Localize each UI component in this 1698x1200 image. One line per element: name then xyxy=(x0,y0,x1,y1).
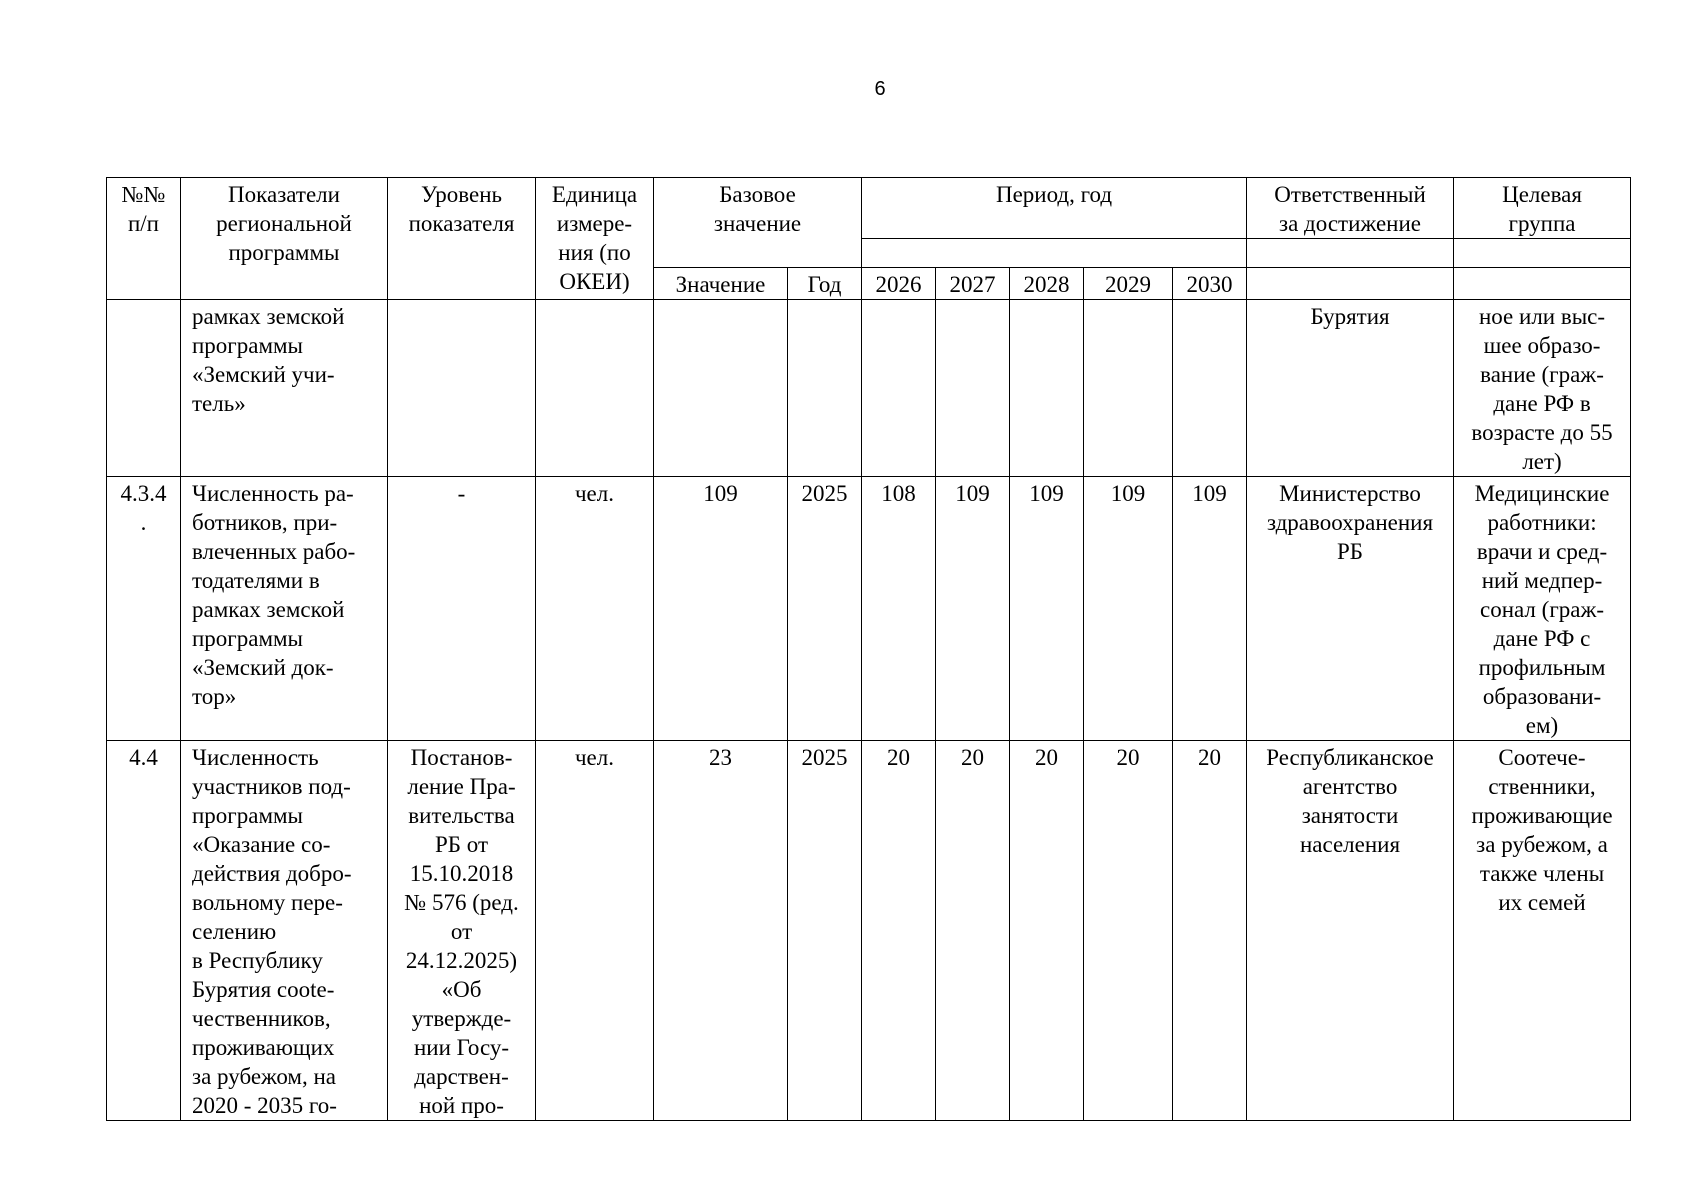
header-unit: Единица измере- ния (по ОКЕИ) xyxy=(536,178,654,300)
header-year-2030: 2030 xyxy=(1173,268,1247,300)
page-number: 6 xyxy=(874,78,886,100)
header-level: Уровень показателя xyxy=(388,178,536,300)
row-value-2026: 108 xyxy=(862,477,936,741)
header-year-2026: 2026 xyxy=(862,268,936,300)
header-num: №№ п/п xyxy=(107,178,181,300)
row-level: - xyxy=(388,477,536,741)
header-period: Период, год xyxy=(862,178,1247,239)
row-value-2028: 109 xyxy=(1010,477,1084,741)
row-base-value: 23 xyxy=(654,741,788,1121)
header-row xyxy=(107,178,1631,239)
row-value-2028 xyxy=(1010,300,1084,477)
row-value-2026 xyxy=(862,300,936,477)
row-value-2027: 20 xyxy=(936,741,1010,1121)
row-base-year: 2025 xyxy=(788,477,862,741)
row-value-2027: 109 xyxy=(936,477,1010,741)
header-responsible-blank xyxy=(1247,268,1454,300)
header-indicators: Показатели региональной программы xyxy=(181,178,388,300)
header-base: Базовое значение xyxy=(654,178,862,268)
row-value-2030 xyxy=(1173,300,1247,477)
row-unit xyxy=(536,300,654,477)
header-period-spacer xyxy=(862,239,1247,268)
row-responsible: Министерство здравоохранения РБ xyxy=(1247,477,1454,741)
row-base-year: 2025 xyxy=(788,741,862,1121)
row-value-2030: 109 xyxy=(1173,477,1247,741)
header-year: Год xyxy=(788,268,862,300)
row-num: 4.3.4 . xyxy=(107,477,181,741)
row-target: Медицинские работники: врачи и сред- ний медпер- сонал (граж- дане РФ с профильным образовани- ем) xyxy=(1454,477,1631,741)
row-target: Соотече- ственники, проживающие за рубежом, а также члены их семей xyxy=(1454,741,1631,1121)
row-value-2029 xyxy=(1084,300,1173,477)
row-target: ное или выс- шее образо- вание (граж- дане РФ в возрасте до 55 лет) xyxy=(1454,300,1631,477)
row-value-2030: 20 xyxy=(1173,741,1247,1121)
row-base-value: 109 xyxy=(654,477,788,741)
row-responsible: Бурятия xyxy=(1247,300,1454,477)
table-row xyxy=(107,477,1631,741)
header-target: Целевая группа xyxy=(1454,178,1631,239)
row-value-2026: 20 xyxy=(862,741,936,1121)
row-indicator: рамках земской программы «Земский учи- тель» xyxy=(181,300,388,477)
row-indicator: Численность ра- ботников, при- влеченных рабо- тодателями в рамках земской программы «Земский док- тор» xyxy=(181,477,388,741)
row-value-2027 xyxy=(936,300,1010,477)
header-target-blank xyxy=(1454,268,1631,300)
row-value-2029: 20 xyxy=(1084,741,1173,1121)
indicators-table xyxy=(106,177,1631,1121)
row-base-value xyxy=(654,300,788,477)
row-num xyxy=(107,300,181,477)
header-responsible: Ответственный за достижение xyxy=(1247,178,1454,239)
header-year-2029: 2029 xyxy=(1084,268,1173,300)
row-level: Постанов- ление Пра- вительства РБ от 15.10.2018 № 576 (ред. от 24.12.2025) «Об утвержде- нии Госу- дарствен- ной про- xyxy=(388,741,536,1121)
row-unit: чел. xyxy=(536,741,654,1121)
header-year-2028: 2028 xyxy=(1010,268,1084,300)
row-value-2029: 109 xyxy=(1084,477,1173,741)
header-value: Значение xyxy=(654,268,788,300)
row-responsible: Республиканское агентство занятости населения xyxy=(1247,741,1454,1121)
row-indicator: Численность участников под- программы «Оказание со- действия добро- вольному пере- селению в Республику Бурятия соote- чественников, проживающих за рубежом, на 2020 - 2035 го- xyxy=(181,741,388,1121)
row-level xyxy=(388,300,536,477)
row-unit: чел. xyxy=(536,477,654,741)
table-row xyxy=(107,741,1631,1121)
header-responsible-spacer xyxy=(1247,239,1454,268)
table-row xyxy=(107,300,1631,477)
row-value-2028: 20 xyxy=(1010,741,1084,1121)
row-base-year xyxy=(788,300,862,477)
header-target-spacer xyxy=(1454,239,1631,268)
row-num: 4.4 xyxy=(107,741,181,1121)
header-year-2027: 2027 xyxy=(936,268,1010,300)
